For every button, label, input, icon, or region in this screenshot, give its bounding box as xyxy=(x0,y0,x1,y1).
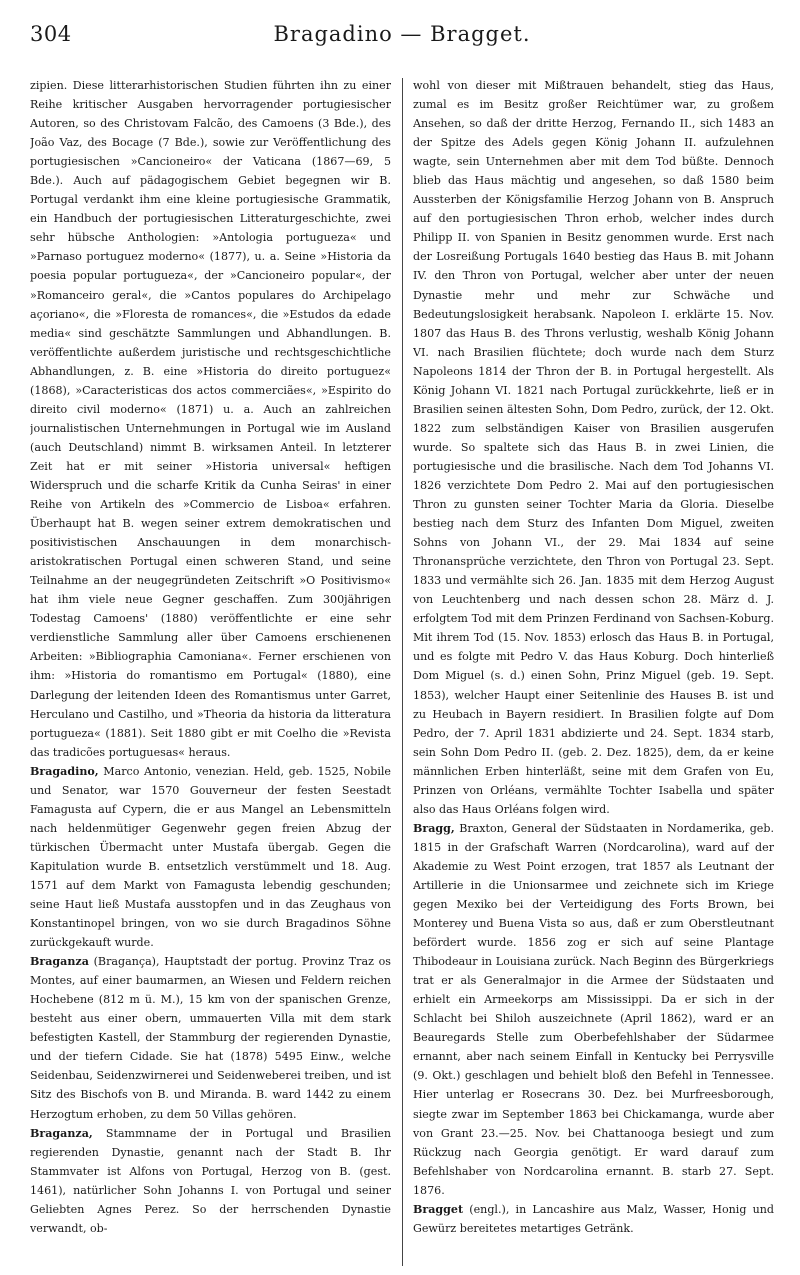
entry-braganza-city xyxy=(30,952,391,1123)
entry-lemma: Bragget xyxy=(413,1202,464,1216)
entry-lemma: Braganza xyxy=(30,955,89,969)
entry-text: Marco Antonio, venezian. Held, geb. 1525, Nobile und Senator, war 1570 Gouverneur der festen Seestadt Famagusta auf Cypern, die er aus Mangel an Lebensmitteln nach heldenmütiger Gegenwehr gegen freien Abzug der türkischen Übermacht unter Mustafa übergab. Gegen die Kapitulation wurde B. entsetzlich verstümmelt und 18. Aug. 1571 auf dem Markt von Famagusta lebendig geschunden; seine Haut ließ Mustafa ausstopfen und in das Zeughaus von Konstantinopel bringen, von wo sie durch Bragadinos Söhne zurückgekauft wurde. xyxy=(30,764,391,950)
column-divider xyxy=(402,78,403,1266)
page-number: 304 xyxy=(30,22,72,46)
entry-text: Stammname der in Portugal und Brasilien regierenden Dynastie, genannt nach der Stadt B. Ihr Stammvater ist Alfons von Portugal, Herzog von B. (gest. 1461), natürlicher Sohn Johanns I. von Portugal und seiner Geliebten Agnes Perez. So der herrschenden Dynastie verwandt, ob- xyxy=(30,1126,391,1235)
entry-lemma: Braganza, xyxy=(30,1126,93,1140)
entry-braganza-dynasty xyxy=(30,1124,391,1238)
text-columns xyxy=(30,76,774,1266)
right-column xyxy=(413,76,774,1266)
entry-bragadino xyxy=(30,762,391,952)
page-header xyxy=(30,22,774,58)
continued-paragraph: wohl von dieser mit Mißtrauen behandelt, stieg das Haus, zumal es im Besitz großer Reichtümer war, zu großem Ansehen, so daß der dritte Herzog, Fernando II., sich 1483 an der Spitze des Adels gegen König Johann II. aufzulehnen wagte, sein Unternehmen aber mit dem Tod büßte. Dennoch blieb das Haus mächtig und angesehen, so daß 1580 beim Aussterben der Königsfamilie Herzog Johann von B. Anspruch auf den portugiesischen Thron erhob, welcher indes durch Philipp II. von Spanien in Besitz genommen wurde. Erst nach der Losreißung Portugals 1640 bestieg das Haus B. mit Johann IV. den Thron von Portugal, welcher aber unter der neuen Dynastie mehr und mehr zur Schwäche und Bedeutungslosigkeit herabsank. Napoleon I. erklärte 15. Nov. 1807 das Haus B. des Throns verlustig, weshalb König Johann VI. nach Brasilien flüchtete; doch wurde nach dem Sturz Napoleons 1814 der Thron der B. in Portugal hergestellt. Als König Johann VI. 1821 nach Portugal zurückkehrte, ließ er in Brasilien seinen ältesten Sohn, Dom Pedro, zurück, der 12. Okt. 1822 zum selbständigen Kaiser von Brasilien ausgerufen wurde. So spaltete sich das Haus B. in zwei Linien, die portugiesische und die brasilische. Nach dem Tod Johanns VI. 1826 verzichtete Dom Pedro 2. Mai auf den portugiesischen Thron zu gunsten seiner Tochter Maria da Gloria. Dieselbe bestieg nach dem Sturz des Infanten Dom Miguel, zweiten Sohns von Johann VI., der 29. Mai 1834 auf seine Thronansprüche verzichtete, den Thron von Portugal 23. Sept. 1833 und vermählte sich 26. Jan. 1835 mit dem Herzog August von Leuchtenberg und nach dessen schon 28. März d. J. erfolgtem Tod mit dem Prinzen Ferdinand von Sachsen-Koburg. Mit ihrem Tod (15. Nov. 1853) erlosch das Haus B. in Portugal, und es folgte mit Pedro V. das Haus Koburg. Doch hinterließ Dom Miguel (s. d.) einen Sohn, Prinz Miguel (geb. 19. Sept. 1853), welcher Haupt einer Seitenlinie des Hauses B. ist und zu Heubach in Bayern residiert. In Brasilien folgte auf Dom Pedro, der 7. April 1831 abdizierte und 24. Sept. 1834 starb, sein Sohn Dom Pedro II. (geb. 2. Dez. 1825), dem, da er keine männlichen Erben hinterläßt, seine mit dem Grafen von Eu, Prinzen von Orléans, vermählte Tochter Isabella und später also das Haus Orléans folgen wird. xyxy=(413,79,774,816)
entry-text: (engl.), in Lancashire aus Malz, Wasser, Honig und Gewürz bereitetes metartiges Getränk. xyxy=(413,1202,774,1235)
entry-lemma: Bragadino, xyxy=(30,764,99,778)
continued-paragraph: zipien. Diese litterarhistorischen Studien führten ihn zu einer Reihe kritischer Ausgaben hervorragender portugiesischer Autoren, so des Christovam Falcão, des Camoens (3 Bde.), des João Vaz, des Bocage (7 Bde.), sowie zur Veröffentlichung des portugiesischen »Cancioneiro« der Vaticana (1867—69, 5 Bde.). Auch auf pädagogischem Gebiet begegnen wir B. Portugal verdankt ihm eine kleine portugiesische Grammatik, ein Handbuch der portugiesischen Litteraturgeschichte, zwei sehr hübsche Anthologien: »Antologia portugueza« und »Parnaso portuguez moderno« (1877), u. a. Seine »Historia da poesia popular portugueza«, der »Cancioneiro popular«, der »Romanceiro geral«, die »Cantos populares do Archipelago açoriano«, die »Floresta de romances«, die »Estudos da edade media« sind geschätzte Sammlungen und Abhandlungen. B. veröffentlichte außerdem juristische und rechtsgeschichtliche Abhandlungen, z. B. eine »Historia do direito portuguez« (1868), »Caracteristicas dos actos commerciães«, »Espirito do direito civil moderno« (1871) u. a. Auch an zahlreichen journalistischen Unternehmungen in Portugal wie im Ausland (auch Deutschland) nimmt B. wirksamen Anteil. In letzterer Zeit hat er mit seiner »Historia universal« heftigen Widerspruch und die scharfe Kritik da Cunha Seiras' in einer Reihe von Artikeln des »Commercio de Lisboa« erfahren. Überhaupt hat B. wegen seiner extrem demokratischen und positivistischen Anschauungen in dem monarchisch-aristokratischen Portugal einen schweren Stand, und seine Teilnahme an der neugegründeten Zeitschrift »O Positivismo« hat ihm viele neue Gegner geschaffen. Zum 300jährigen Todestag Camoens' (1880) veröffentlichte er eine sehr verdienstliche Sammlung aller über Camoens erschienenen Arbeiten: »Bibliographia Camoniana«. Ferner erschienen von ihm: »Historia do romantismo em Portugal« (1880), eine Darlegung der leitenden Ideen des Romantismus unter Garret, Herculano und Castilho, und »Theoria da historia da litteratura portugueza« (1881). Seit 1880 gibt er mit Coelho die »Revista das tradicões portuguesas« heraus. xyxy=(30,79,391,759)
entry-text: Braxton, General der Südstaaten in Nordamerika, geb. 1815 in der Grafschaft Warren (Nordcarolina), ward auf der Akademie zu West Point erzogen, trat 1857 als Leutnant der Artillerie in die Unionsarmee und zeichnete sich im Kriege gegen Mexiko bei der Verteidigung des Forts Brown, bei Monterey und Buena Vista so aus, daß er zum Oberstleutnant befördert wurde. 1856 zog er sich auf seine Plantage Thibodeaur in Louisiana zurück. Nach Beginn des Bürgerkriegs trat er als Generalmajor in die Armee der Südstaaten und erhielt ein Armeekorps am Mississippi. Da er sich in der Schlacht bei Shiloh auszeichnete (April 1862), ward er an Beauregards Stelle zum Oberbefehlshaber der Südarmee ernannt, aber nach seinem Einfall in Kentucky bei Perrysville (9. Okt.) geschlagen und behielt bloß den Befehl in Tennessee. Hier unterlag er Rosecrans 30. Dez. bei Murfreesborough, siegte zwar im September 1863 bei Chickamanga, wurde aber von Grant 23.—25. Nov. bei Chattanooga besiegt und zum Rückzug nach Georgia genötigt. Er ward darauf zum Befehlshaber von Nordcarolina ernannt. B. starb 27. Sept. 1876. xyxy=(413,821,774,1197)
entry-lemma: Bragg, xyxy=(413,821,455,835)
running-head: Bragadino — Bragget. xyxy=(273,22,531,46)
left-column xyxy=(30,76,391,1266)
entry-bragg xyxy=(413,819,774,1200)
entry-bragget xyxy=(413,1200,774,1238)
entry-text: (Bragança), Hauptstadt der portug. Provinz Traz os Montes, auf einer baumarmen, an Wiesen und Feldern reichen Hochebene (812 m ü. M.), 15 km von der spanischen Grenze, besteht aus einer obern, ummauerten Villa mit dem stark befestigten Kastell, der Stammburg der regierenden Dynastie, und der tiefern Cidade. Sie hat (1878) 5495 Einw., welche Seidenbau, Seidenzwirnerei und Seidenweberei treiben, und ist Sitz des Bischofs von B. und Miranda. B. ward 1442 zu einem Herzogtum erhoben, zu dem 50 Villas gehören. xyxy=(30,955,391,1121)
